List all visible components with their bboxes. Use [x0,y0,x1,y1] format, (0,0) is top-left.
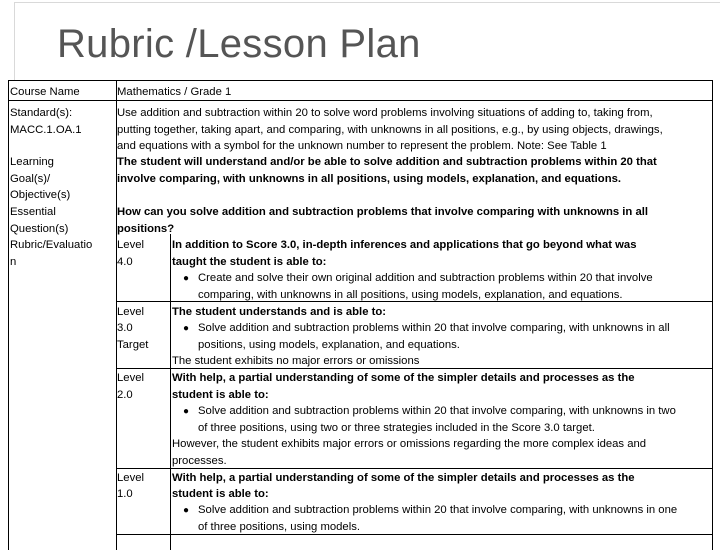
question-text-line-1: How can you solve addition and subtraction problems that involve comparing with unknowns in all [117,206,649,218]
course-name-value: Mathematics / Grade 1 [117,86,232,98]
level-1-bullet-icon: ● [183,505,190,516]
level-2-bullet-icon: ● [183,406,190,417]
course-name-label: Course Name [10,86,80,98]
column-divider-level [170,234,171,550]
table-border-left [8,80,9,550]
standard-label-line-2: MACC.1.OA.1 [10,124,82,136]
goal-text-line-2: involve comparing, with unknowns in all positions, using models, explanation, and equations. [117,173,622,185]
level-2-after-line-1: However, the student exhibits major errors or omissions regarding the more complex ideas and [172,438,647,450]
level-3-label-line-1: Level [117,306,145,318]
level-2-heading-line-2: student is able to: [172,389,269,401]
level-4-heading-line-2: taught the student is able to: [172,256,327,268]
level-2-label-line-2: 2.0 [117,389,133,401]
level-4-bullet-icon: ● [183,273,190,284]
level-4-label-line-1: Level [117,239,145,251]
slide-frame-left [14,2,15,80]
level-3-after-line-1: The student exhibits no major errors or omissions [172,355,420,367]
level-1-label-line-1: Level [117,472,145,484]
level-3-label-line-3: Target [117,339,149,351]
question-label-line-2: Question(s) [10,223,69,235]
level-1-heading-line-2: student is able to: [172,488,269,500]
level-3-label-line-2: 3.0 [117,322,133,334]
level-1-heading-line-1: With help, a partial understanding of some of the simpler details and processes as the [172,472,635,484]
level-3-heading-line-1: The student understands and is able to: [172,306,387,318]
level-1-bullet-line-1: Solve addition and subtraction problems within 20 that involve comparing, with unknowns in one [198,504,678,516]
table-border-right [712,80,713,550]
level-4-bullet-line-2: comparing, with unknowns in all positions, using models, explanation, and equations. [198,289,623,301]
rubric-label-line-1: Rubric/Evaluatio [10,239,93,251]
goal-label-line-1: Learning [10,156,54,168]
goal-label-line-2: Goal(s)/ [10,173,51,185]
level-1-bullet-line-2: of three positions, using models. [198,521,361,533]
level-2-bullet-line-1: Solve addition and subtraction problems within 20 that involve comparing, with unknowns in two [198,405,676,417]
level-3-bullet-line-2: positions, using models, explanation, and equations. [198,339,460,351]
row-divider-course [8,100,713,101]
question-text-line-2: positions? [117,223,175,235]
standard-text-line-2: putting together, taking apart, and comparing, with unknowns in all positions, e.g., by using objects, drawings, [117,124,663,136]
level-1-label-line-2: 1.0 [117,488,133,500]
rubric-label-line-2: n [10,256,17,268]
level-2-bullet-line-2: of three positions, using two or three strategies included in the Score 3.0 target. [198,422,595,434]
level-4-label-line-2: 4.0 [117,256,133,268]
level-2-after-line-2: processes. [172,455,227,467]
standard-text-line-1: Use addition and subtraction within 20 to solve word problems involving situations of adding to, taking from, [117,107,653,119]
slide-frame-top [14,2,720,3]
slide-title: Rubric /Lesson Plan [57,22,421,66]
question-label-line-1: Essential [10,206,56,218]
table-border-top [8,80,713,81]
level-3-bullet-icon: ● [183,323,190,334]
level-2-label-line-1: Level [117,372,145,384]
level-3-bullet-line-1: Solve addition and subtraction problems within 20 that involve comparing, with unknowns in all [198,322,670,334]
standard-text-line-3: and equations with a symbol for the unknown number to represent the problem. Note: See Table 1 [117,140,607,152]
level-4-heading-line-1: In addition to Score 3.0, in-depth inferences and applications that go beyond what was [172,239,637,251]
level-2-heading-line-1: With help, a partial understanding of some of the simpler details and processes as the [172,372,635,384]
level-4-bullet-line-1: Create and solve their own original addition and subtraction problems within 20 that involve [198,272,653,284]
goal-label-line-3: Objective(s) [10,189,71,201]
goal-text-line-1: The student will understand and/or be able to solve addition and subtraction problems within 20 that [117,156,657,168]
standard-label-line-1: Standard(s): [10,107,73,119]
